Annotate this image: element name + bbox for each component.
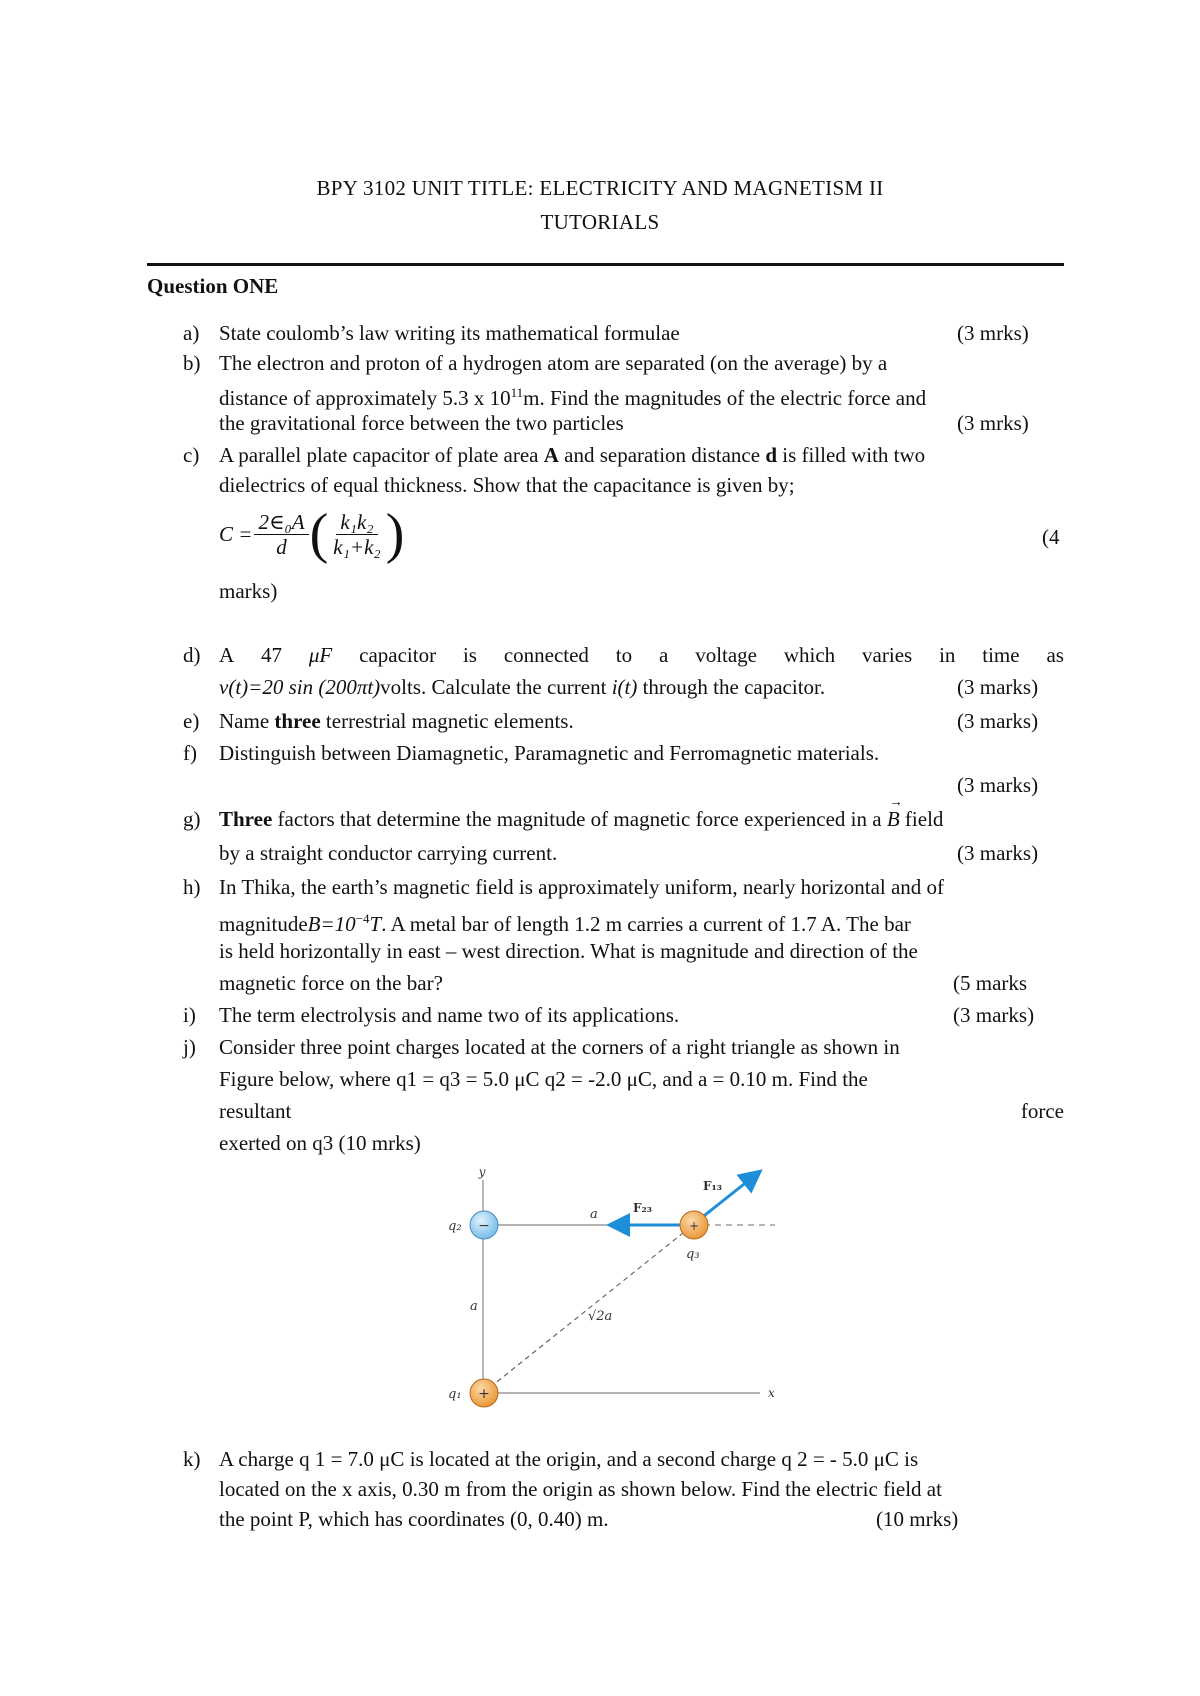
item-h-marks: (5 marks — [953, 971, 1028, 995]
page-title-line2: TUTORIALS — [540, 210, 660, 234]
item-d-word: A — [219, 643, 235, 667]
f13-label: F₁₃ — [703, 1179, 723, 1193]
item-d-word: voltage — [695, 643, 757, 667]
q1-label: q₁ — [448, 1387, 462, 1402]
item-j-line3: resultant force — [219, 1099, 1064, 1123]
item-d-word: μF — [308, 643, 333, 667]
item-h-letter: h) — [183, 875, 201, 899]
item-a-letter: a) — [183, 321, 200, 345]
item-d-word: 47 — [261, 643, 283, 667]
item-d-word: varies — [862, 643, 913, 667]
item-e-marks: (3 marks) — [957, 709, 1039, 733]
item-k-marks: (10 mrks) — [876, 1507, 959, 1531]
item-i-letter: i) — [183, 1003, 196, 1027]
q3-sign: + — [688, 1219, 700, 1233]
item-c-letter: c) — [183, 443, 200, 467]
item-e-letter: e) — [183, 709, 200, 733]
item-h-line4: magnetic force on the bar? — [219, 971, 443, 995]
item-d-word: a — [659, 643, 669, 667]
item-g-marks: (3 marks) — [957, 841, 1039, 865]
page-title-line1: BPY 3102 UNIT TITLE: ELECTRICITY AND MAGNETISM II — [316, 176, 884, 200]
q2-label: q₂ — [448, 1219, 462, 1234]
item-c-line2: dielectrics of equal thickness. Show that the capacitance is given by; — [219, 473, 795, 497]
item-e-text: Name three terrestrial magnetic elements. — [219, 709, 574, 733]
item-a-text: State coulomb’s law writing its mathematical formulae — [219, 321, 680, 345]
item-c-marks-cont: marks) — [219, 579, 278, 603]
item-j-line1: Consider three point charges located at the corners of a right triangle as shown in — [219, 1035, 900, 1059]
item-b-line2: distance of approximately 5.3 x $10^{11}m$. Find the magnitudes of the electric force and — [219, 385, 927, 410]
f23-label: F₂₃ — [633, 1201, 653, 1215]
a-top-label: a — [590, 1207, 598, 1222]
item-f-text: Distinguish between Diamagnetic, Paramagnetic and Ferromagnetic materials. — [219, 741, 880, 765]
item-d-word: as — [1046, 643, 1064, 667]
item-d-word: which — [783, 643, 836, 667]
sqrt2a-label: √2a — [588, 1309, 613, 1324]
item-j-letter: j) — [183, 1035, 196, 1059]
item-d-word: capacitor — [359, 643, 437, 667]
x-axis-label: x — [768, 1386, 775, 1400]
item-i-marks: (3 marks) — [953, 1003, 1035, 1027]
item-d-word: is — [462, 643, 477, 667]
item-d-line2: v(t)=20 sin (200πt)volts. Calculate the current i(t) through the capacitor. — [219, 675, 826, 699]
item-f-letter: f) — [183, 741, 197, 765]
item-d-word: in — [939, 643, 956, 667]
item-a-marks: (3 mrks) — [957, 321, 1029, 345]
item-d-word: to — [615, 643, 633, 667]
item-k-letter: k) — [183, 1447, 201, 1471]
item-d-letter: d) — [183, 643, 201, 667]
item-g-letter: g) — [183, 807, 201, 831]
question-heading: Question ONE — [147, 274, 279, 298]
item-j-line4: exerted on q3 (10 mrks) — [219, 1131, 421, 1155]
item-b-letter: b) — [183, 351, 201, 375]
item-k-line2: located on the x axis, 0.30 m from the origin as shown below. Find the electric field at — [219, 1477, 942, 1501]
item-i-text: The term electrolysis and name two of its applications. — [219, 1003, 680, 1027]
item-h-line3: is held horizontally in east – west direction. What is magnitude and direction of the — [219, 939, 918, 963]
q1-sign: + — [478, 1386, 490, 1402]
item-d-word: time — [982, 643, 1020, 667]
item-g-line2: by a straight conductor carrying current. — [219, 841, 558, 865]
item-f-marks: (3 marks) — [957, 773, 1039, 797]
item-k-line3: the point P, which has coordinates (0, 0.40) m. — [219, 1507, 609, 1531]
item-c-line1: A parallel plate capacitor of plate area A and separation distance d is filled with two — [219, 443, 926, 467]
item-j-line2: Figure below, where q1 = q3 = 5.0 μC q2 = -2.0 μC, and a = 0.10 m. Find the — [219, 1067, 868, 1091]
a-side-label: a — [470, 1299, 478, 1314]
item-g-line1: Three factors that determine the magnitude of magnetic force experienced in a → B field — [219, 804, 1064, 834]
q3-label: q₃ — [686, 1247, 700, 1262]
item-b-marks: (3 mrks) — [957, 411, 1029, 435]
capacitance-formula: C = $\frac{\text{2∈₀A}}{d}$ ( $\frac{\text{k₁k₂}}{\text{k₁+k₂}}$ ) — [219, 503, 405, 565]
item-b-line1: The electron and proton of a hydrogen atom are separated (on the average) by a — [219, 351, 888, 375]
q2-sign: − — [478, 1218, 490, 1234]
item-c-marks: (4 — [1042, 525, 1060, 549]
y-axis-label: y — [478, 1165, 486, 1179]
item-h-line2: $magnitudeB=10^{-4}T$. A metal bar of length 1.2 m carries a current of 1.7 A. The bar — [219, 911, 911, 936]
item-h-line1: In Thika, the earth’s magnetic field is approximately uniform, nearly horizontal and of — [219, 875, 945, 899]
item-k-line1: A charge q 1 = 7.0 μC is located at the origin, and a second charge q 2 = - 5.0 μC is — [219, 1447, 919, 1471]
item-d-word: connected — [503, 643, 589, 667]
item-b-line3: the gravitational force between the two particles — [219, 411, 624, 435]
item-d-marks: (3 marks) — [957, 675, 1039, 699]
